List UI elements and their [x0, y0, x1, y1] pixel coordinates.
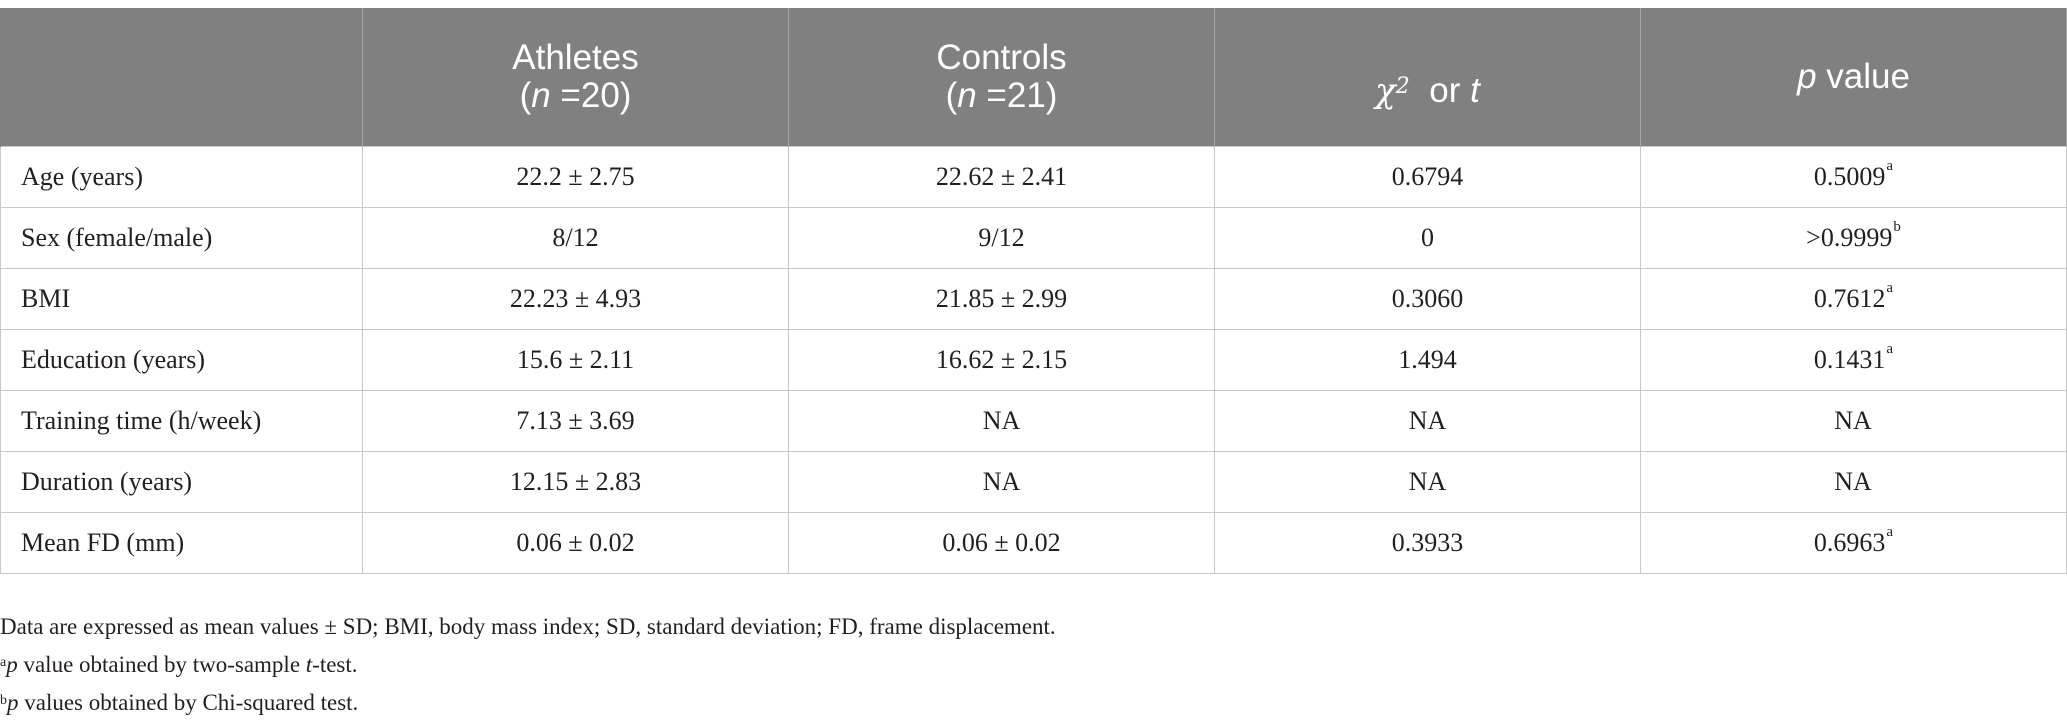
athletes-cell-text: 12.15 ± 2.83 — [509, 467, 642, 496]
header-p-value — [1641, 8, 2067, 147]
footnote-b — [0, 684, 1056, 722]
row-label-cell-text: Education (years) — [21, 345, 206, 374]
header-p-value-label: p value — [1797, 57, 1910, 96]
header-controls — [789, 8, 1215, 147]
statistic-cell-text: 1.494 — [1398, 345, 1457, 374]
row-label-cell-text: Age (years) — [21, 162, 143, 191]
header-statistic — [1215, 8, 1641, 147]
statistic-cell-text: 0.6794 — [1391, 162, 1464, 191]
athletes-cell-text: 0.06 ± 0.02 — [516, 528, 635, 557]
demographics-table-container — [0, 8, 2067, 574]
p-value-cell-text: 0.7612 — [1813, 284, 1886, 313]
header-controls-n: (n =21) — [945, 76, 1058, 115]
athletes-cell-text: 15.6 ± 2.11 — [516, 345, 635, 374]
statistic-cell — [1215, 452, 1641, 513]
table-header-row — [1, 8, 2067, 147]
row-label-cell — [1, 147, 363, 208]
athletes-cell — [363, 330, 789, 391]
footnote-main: Data are expressed as mean values ± SD; BMI, body mass index; SD, standard deviation; FD, frame displacement. — [0, 614, 1056, 639]
statistic-cell-text: NA — [1408, 406, 1447, 435]
controls-cell — [789, 391, 1215, 452]
p-value-cell-text: 0.1431 — [1813, 345, 1886, 374]
header-controls-title: Controls — [936, 38, 1067, 77]
p-value-cell — [1641, 269, 2067, 330]
p-value-footnote-marker: a — [1886, 280, 1894, 296]
demographics-table — [0, 8, 2067, 574]
p-value-cell-text: NA — [1834, 467, 1872, 496]
row-label-cell-text: BMI — [21, 284, 71, 313]
statistic-cell — [1215, 391, 1641, 452]
p-value-cell — [1641, 391, 2067, 452]
athletes-cell — [363, 208, 789, 269]
controls-cell — [789, 208, 1215, 269]
athletes-cell-text: 7.13 ± 3.69 — [516, 406, 635, 435]
controls-cell — [789, 269, 1215, 330]
athletes-cell — [363, 513, 789, 574]
table-row — [1, 269, 2067, 330]
footnote-a-marker: a — [0, 655, 7, 670]
header-athletes-n: (n =20) — [519, 76, 632, 115]
table-row — [1, 513, 2067, 574]
p-value-cell — [1641, 208, 2067, 269]
athletes-cell — [363, 452, 789, 513]
p-value-cell-text: NA — [1834, 406, 1872, 435]
table-row — [1, 391, 2067, 452]
table-footnotes — [0, 608, 1056, 722]
table-body — [1, 147, 2067, 574]
p-value-footnote-marker: a — [1886, 158, 1894, 174]
controls-cell — [789, 452, 1215, 513]
p-value-cell — [1641, 147, 2067, 208]
controls-cell-text: 9/12 — [978, 223, 1025, 252]
athletes-cell-text: 22.23 ± 4.93 — [509, 284, 642, 313]
statistic-cell — [1215, 513, 1641, 574]
p-value-cell — [1641, 513, 2067, 574]
footnote-a-text: p value obtained by two-sample t-test. — [6, 652, 358, 677]
controls-cell — [789, 147, 1215, 208]
table-row — [1, 330, 2067, 391]
controls-cell — [789, 513, 1215, 574]
athletes-cell — [363, 147, 789, 208]
footnote-b-text: p values obtained by Chi-squared test. — [7, 690, 359, 715]
controls-cell-text: 22.62 ± 2.41 — [935, 162, 1068, 191]
statistic-cell — [1215, 208, 1641, 269]
row-label-cell — [1, 208, 363, 269]
statistic-cell-text: 0.3933 — [1391, 528, 1464, 557]
header-empty-cell — [1, 8, 363, 147]
footnote-b-marker: b — [0, 693, 7, 708]
p-value-cell-text: >0.9999 — [1806, 223, 1893, 252]
row-label-cell — [1, 330, 363, 391]
table-row — [1, 147, 2067, 208]
athletes-cell — [363, 391, 789, 452]
p-value-footnote-marker: b — [1893, 219, 1901, 235]
row-label-cell — [1, 269, 363, 330]
row-label-cell-text: Duration (years) — [21, 467, 193, 496]
p-value-footnote-marker: a — [1886, 341, 1894, 357]
p-value-footnote-marker: a — [1886, 524, 1894, 540]
row-label-cell-text: Training time (h/week) — [21, 406, 262, 435]
controls-cell-text: NA — [982, 406, 1021, 435]
athletes-cell-text: 8/12 — [552, 223, 599, 252]
controls-cell-text: 21.85 ± 2.99 — [935, 284, 1068, 313]
statistic-cell-text: NA — [1408, 467, 1447, 496]
athletes-cell — [363, 269, 789, 330]
statistic-cell-text: 0 — [1421, 223, 1434, 252]
athletes-cell-text: 22.2 ± 2.75 — [516, 162, 635, 191]
row-label-cell-text: Sex (female/male) — [21, 223, 213, 252]
statistic-cell — [1215, 330, 1641, 391]
table-row — [1, 208, 2067, 269]
controls-cell-text: 16.62 ± 2.15 — [935, 345, 1068, 374]
controls-cell-text: 0.06 ± 0.02 — [942, 528, 1061, 557]
header-athletes-title: Athletes — [512, 38, 639, 77]
header-athletes — [363, 8, 789, 147]
statistic-cell — [1215, 269, 1641, 330]
p-value-cell-text: 0.6963 — [1813, 528, 1886, 557]
controls-cell — [789, 330, 1215, 391]
footnote-a — [0, 646, 1056, 684]
statistic-cell-text: 0.3060 — [1391, 284, 1464, 313]
controls-cell-text: NA — [982, 467, 1021, 496]
p-value-cell — [1641, 330, 2067, 391]
header-statistic-label: $\chi^2$ or t — [1375, 71, 1480, 111]
table-row — [1, 452, 2067, 513]
row-label-cell — [1, 391, 363, 452]
p-value-cell-text: 0.5009 — [1813, 162, 1886, 191]
p-value-cell — [1641, 452, 2067, 513]
row-label-cell — [1, 452, 363, 513]
row-label-cell-text: Mean FD (mm) — [21, 528, 185, 557]
row-label-cell — [1, 513, 363, 574]
statistic-cell — [1215, 147, 1641, 208]
